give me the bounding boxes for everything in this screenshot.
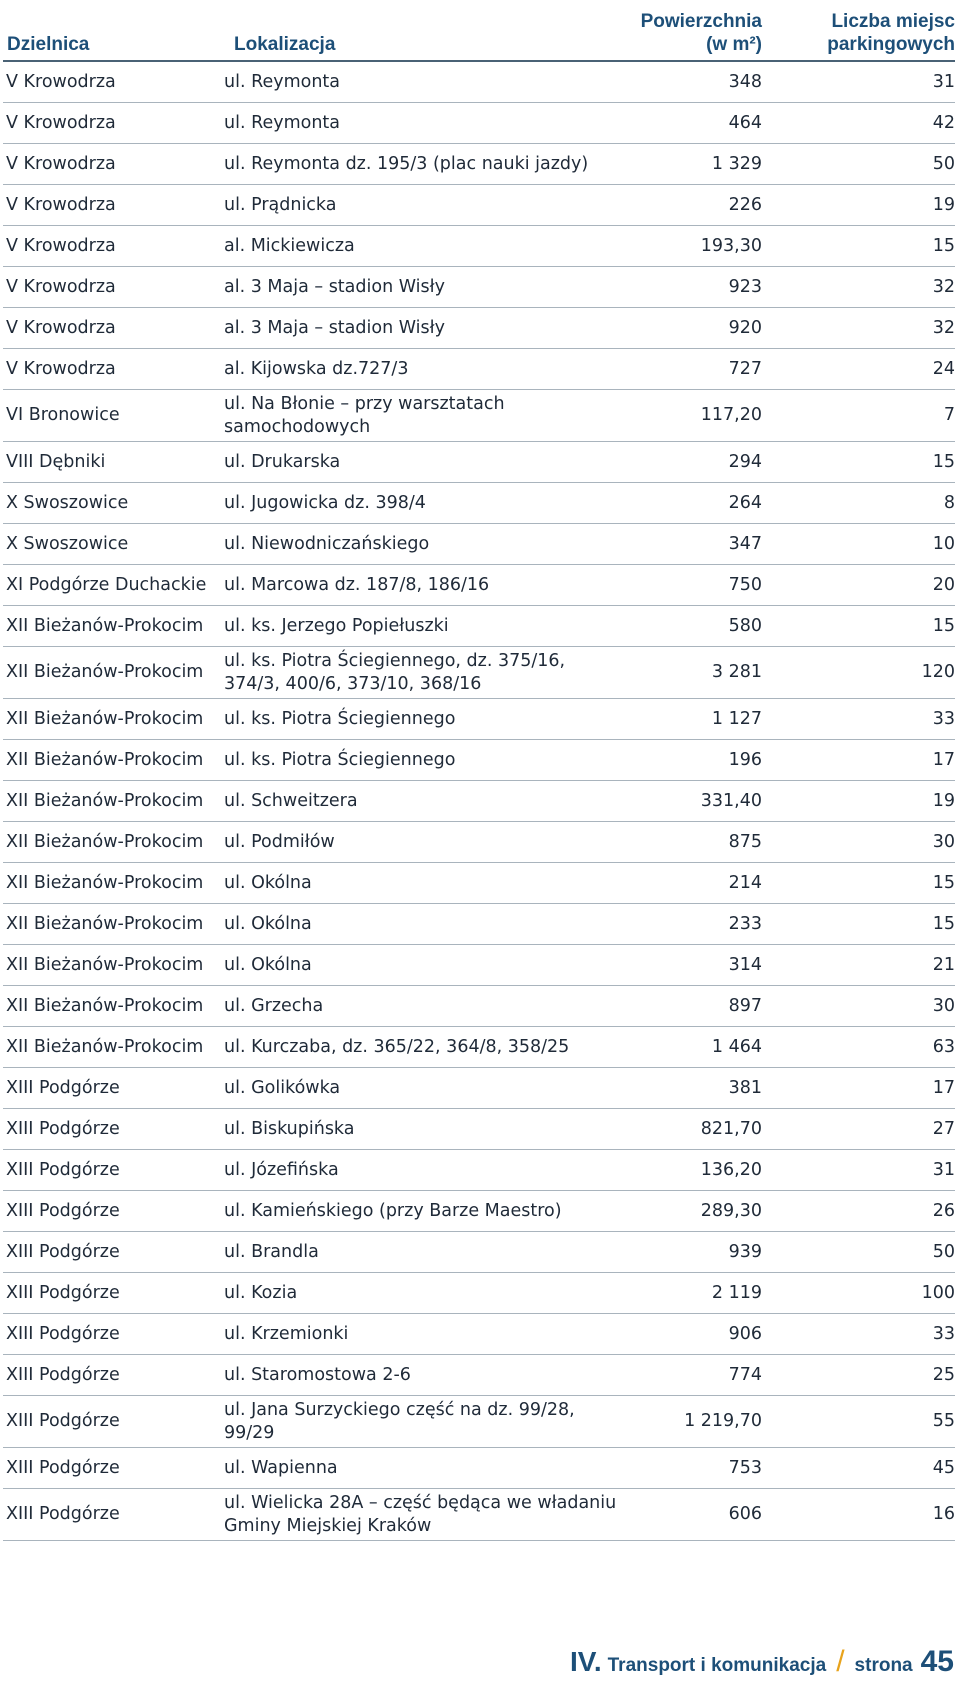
cell-area: 606: [619, 1489, 762, 1541]
table-row: [3, 699, 955, 740]
cell-spaces: 21: [762, 945, 955, 986]
parking-table: [3, 0, 955, 1541]
cell-location: al. 3 Maja – stadion Wisły: [224, 308, 619, 349]
table-row: [3, 1273, 955, 1314]
cell-district: XI Podgórze Duchackie: [3, 565, 224, 606]
cell-spaces: 42: [762, 103, 955, 144]
cell-district: XIII Podgórze: [3, 1232, 224, 1273]
cell-spaces: 27: [762, 1109, 955, 1150]
cell-area: 821,70: [619, 1109, 762, 1150]
header-area-line1: Powierzchnia: [640, 11, 762, 32]
cell-area: 264: [619, 483, 762, 524]
cell-area: 226: [619, 185, 762, 226]
cell-district: XIII Podgórze: [3, 1150, 224, 1191]
cell-spaces: 50: [762, 1232, 955, 1273]
cell-spaces: 15: [762, 863, 955, 904]
cell-district: XIII Podgórze: [3, 1109, 224, 1150]
table-row: [3, 1027, 955, 1068]
header-spaces: [762, 0, 955, 61]
cell-area: 348: [619, 61, 762, 103]
cell-district: XII Bieżanów-Prokocim: [3, 606, 224, 647]
cell-district: XII Bieżanów-Prokocim: [3, 647, 224, 699]
cell-area: 753: [619, 1448, 762, 1489]
cell-location: ul. Drukarska: [224, 442, 619, 483]
table-row: [3, 1109, 955, 1150]
page-number: 45: [920, 1645, 954, 1678]
cell-spaces: 8: [762, 483, 955, 524]
table-row: [3, 144, 955, 185]
cell-location: ul. Na Błonie – przy warsztatach samochodowych: [224, 390, 619, 442]
page-footer: [570, 1645, 954, 1681]
page-label: strona: [854, 1655, 913, 1676]
chapter-number: IV.: [569, 1646, 602, 1677]
table-row: [3, 524, 955, 565]
cell-spaces: 31: [762, 61, 955, 103]
table-row: [3, 1396, 955, 1448]
table-row: [3, 1232, 955, 1273]
cell-location: ul. Kurczaba, dz. 365/22, 364/8, 358/25: [224, 1027, 619, 1068]
cell-area: 314: [619, 945, 762, 986]
cell-spaces: 55: [762, 1396, 955, 1448]
cell-location: ul. Jana Surzyckiego część na dz. 99/28, 99/29: [224, 1396, 619, 1448]
table-row: [3, 1489, 955, 1541]
cell-area: 331,40: [619, 781, 762, 822]
cell-spaces: 15: [762, 606, 955, 647]
cell-spaces: 24: [762, 349, 955, 390]
cell-spaces: 15: [762, 226, 955, 267]
cell-district: V Krowodrza: [3, 226, 224, 267]
chapter-title: Transport i komunikacja: [607, 1655, 827, 1676]
table-row: [3, 1068, 955, 1109]
cell-location: ul. Staromostowa 2-6: [224, 1355, 619, 1396]
cell-area: 897: [619, 986, 762, 1027]
cell-area: 347: [619, 524, 762, 565]
cell-district: V Krowodrza: [3, 61, 224, 103]
cell-area: 2 119: [619, 1273, 762, 1314]
table-row: [3, 863, 955, 904]
cell-area: 750: [619, 565, 762, 606]
table-row: [3, 1448, 955, 1489]
cell-spaces: 15: [762, 442, 955, 483]
cell-area: 233: [619, 904, 762, 945]
cell-area: 875: [619, 822, 762, 863]
cell-location: ul. Biskupińska: [224, 1109, 619, 1150]
cell-spaces: 17: [762, 1068, 955, 1109]
cell-area: 214: [619, 863, 762, 904]
cell-district: XII Bieżanów-Prokocim: [3, 781, 224, 822]
cell-district: XII Bieżanów-Prokocim: [3, 699, 224, 740]
cell-location: ul. Podmiłów: [224, 822, 619, 863]
cell-district: XII Bieżanów-Prokocim: [3, 740, 224, 781]
cell-district: XII Bieżanów-Prokocim: [3, 863, 224, 904]
cell-district: VI Bronowice: [3, 390, 224, 442]
cell-location: ul. Krzemionki: [224, 1314, 619, 1355]
cell-district: V Krowodrza: [3, 308, 224, 349]
cell-spaces: 32: [762, 308, 955, 349]
cell-district: XII Bieżanów-Prokocim: [3, 1027, 224, 1068]
cell-area: 1 464: [619, 1027, 762, 1068]
cell-district: XII Bieżanów-Prokocim: [3, 904, 224, 945]
cell-area: 923: [619, 267, 762, 308]
table-row: [3, 226, 955, 267]
cell-location: ul. Reymonta: [224, 61, 619, 103]
cell-area: 3 281: [619, 647, 762, 699]
table-row: [3, 606, 955, 647]
table-row: [3, 267, 955, 308]
cell-district: XIII Podgórze: [3, 1191, 224, 1232]
cell-area: 939: [619, 1232, 762, 1273]
cell-location: ul. Wielicka 28A – część będąca we władaniu Gminy Miejskiej Kraków: [224, 1489, 619, 1541]
table-row: [3, 308, 955, 349]
cell-spaces: 32: [762, 267, 955, 308]
cell-spaces: 19: [762, 781, 955, 822]
cell-location: ul. ks. Jerzego Popiełuszki: [224, 606, 619, 647]
cell-location: ul. Brandla: [224, 1232, 619, 1273]
cell-location: ul. Niewodniczańskiego: [224, 524, 619, 565]
cell-district: V Krowodrza: [3, 144, 224, 185]
cell-district: XII Bieżanów-Prokocim: [3, 986, 224, 1027]
cell-spaces: 15: [762, 904, 955, 945]
cell-location: ul. Józefińska: [224, 1150, 619, 1191]
cell-location: ul. Okólna: [224, 863, 619, 904]
cell-location: al. 3 Maja – stadion Wisły: [224, 267, 619, 308]
table-row: [3, 986, 955, 1027]
cell-area: 920: [619, 308, 762, 349]
cell-location: al. Mickiewicza: [224, 226, 619, 267]
cell-location: ul. Jugowicka dz. 398/4: [224, 483, 619, 524]
header-district: Dzielnica: [3, 0, 224, 61]
cell-spaces: 33: [762, 1314, 955, 1355]
cell-spaces: 30: [762, 822, 955, 863]
header-spaces-line1: Liczba miejsc: [831, 11, 955, 32]
table-row: [3, 349, 955, 390]
table-row: [3, 945, 955, 986]
table-row: [3, 442, 955, 483]
table-row: [3, 781, 955, 822]
cell-area: 727: [619, 349, 762, 390]
cell-spaces: 25: [762, 1355, 955, 1396]
table-row: [3, 1191, 955, 1232]
cell-area: 1 329: [619, 144, 762, 185]
cell-location: ul. Kozia: [224, 1273, 619, 1314]
cell-area: 381: [619, 1068, 762, 1109]
cell-location: al. Kijowska dz.727/3: [224, 349, 619, 390]
header-area: [619, 0, 762, 61]
table-row: [3, 1355, 955, 1396]
cell-area: 464: [619, 103, 762, 144]
cell-location: ul. Marcowa dz. 187/8, 186/16: [224, 565, 619, 606]
cell-spaces: 120: [762, 647, 955, 699]
cell-district: X Swoszowice: [3, 524, 224, 565]
cell-area: 294: [619, 442, 762, 483]
cell-spaces: 33: [762, 699, 955, 740]
header-spaces-line2: parkingowych: [827, 34, 955, 55]
table-row: [3, 904, 955, 945]
cell-location: ul. ks. Piotra Ściegiennego, dz. 375/16, 374/3, 400/6, 373/10, 368/16: [224, 647, 619, 699]
cell-area: 136,20: [619, 1150, 762, 1191]
cell-location: ul. ks. Piotra Ściegiennego: [224, 699, 619, 740]
cell-area: 289,30: [619, 1191, 762, 1232]
cell-spaces: 26: [762, 1191, 955, 1232]
cell-location: ul. Golikówka: [224, 1068, 619, 1109]
cell-area: 774: [619, 1355, 762, 1396]
table-row: [3, 103, 955, 144]
cell-area: 1 127: [619, 699, 762, 740]
cell-area: 196: [619, 740, 762, 781]
cell-location: ul. Okólna: [224, 945, 619, 986]
cell-spaces: 17: [762, 740, 955, 781]
table-row: [3, 185, 955, 226]
header-location: Lokalizacja: [224, 0, 619, 61]
cell-district: V Krowodrza: [3, 349, 224, 390]
cell-location: ul. Schweitzera: [224, 781, 619, 822]
table-row: [3, 647, 955, 699]
cell-district: V Krowodrza: [3, 103, 224, 144]
cell-spaces: 19: [762, 185, 955, 226]
cell-district: XII Bieżanów-Prokocim: [3, 822, 224, 863]
cell-spaces: 30: [762, 986, 955, 1027]
cell-location: ul. Prądnicka: [224, 185, 619, 226]
cell-spaces: 20: [762, 565, 955, 606]
cell-area: 193,30: [619, 226, 762, 267]
cell-spaces: 100: [762, 1273, 955, 1314]
cell-spaces: 63: [762, 1027, 955, 1068]
table-row: [3, 390, 955, 442]
cell-location: ul. ks. Piotra Ściegiennego: [224, 740, 619, 781]
cell-spaces: 31: [762, 1150, 955, 1191]
table-row: [3, 1314, 955, 1355]
cell-spaces: 45: [762, 1448, 955, 1489]
cell-district: XIII Podgórze: [3, 1068, 224, 1109]
header-row: [3, 0, 955, 61]
cell-area: 580: [619, 606, 762, 647]
cell-district: XIII Podgórze: [3, 1355, 224, 1396]
table-row: [3, 483, 955, 524]
cell-district: XII Bieżanów-Prokocim: [3, 945, 224, 986]
cell-district: X Swoszowice: [3, 483, 224, 524]
table-body: [3, 61, 955, 1541]
cell-district: XIII Podgórze: [3, 1489, 224, 1541]
cell-district: V Krowodrza: [3, 267, 224, 308]
cell-district: VIII Dębniki: [3, 442, 224, 483]
footer-separator: /: [836, 1645, 845, 1678]
cell-location: ul. Okólna: [224, 904, 619, 945]
table-header: [3, 0, 955, 61]
table-row: [3, 565, 955, 606]
header-area-line2: (w m²): [706, 34, 762, 55]
cell-area: 1 219,70: [619, 1396, 762, 1448]
cell-district: V Krowodrza: [3, 185, 224, 226]
cell-spaces: 16: [762, 1489, 955, 1541]
cell-district: XIII Podgórze: [3, 1448, 224, 1489]
cell-location: ul. Grzecha: [224, 986, 619, 1027]
cell-spaces: 50: [762, 144, 955, 185]
cell-area: 117,20: [619, 390, 762, 442]
cell-spaces: 7: [762, 390, 955, 442]
table-row: [3, 61, 955, 103]
cell-district: XIII Podgórze: [3, 1314, 224, 1355]
cell-location: ul. Wapienna: [224, 1448, 619, 1489]
cell-location: ul. Kamieńskiego (przy Barze Maestro): [224, 1191, 619, 1232]
cell-district: XIII Podgórze: [3, 1396, 224, 1448]
cell-location: ul. Reymonta: [224, 103, 619, 144]
table-row: [3, 740, 955, 781]
cell-district: XIII Podgórze: [3, 1273, 224, 1314]
cell-location: ul. Reymonta dz. 195/3 (plac nauki jazdy): [224, 144, 619, 185]
table-row: [3, 1150, 955, 1191]
cell-spaces: 10: [762, 524, 955, 565]
table-row: [3, 822, 955, 863]
cell-area: 906: [619, 1314, 762, 1355]
